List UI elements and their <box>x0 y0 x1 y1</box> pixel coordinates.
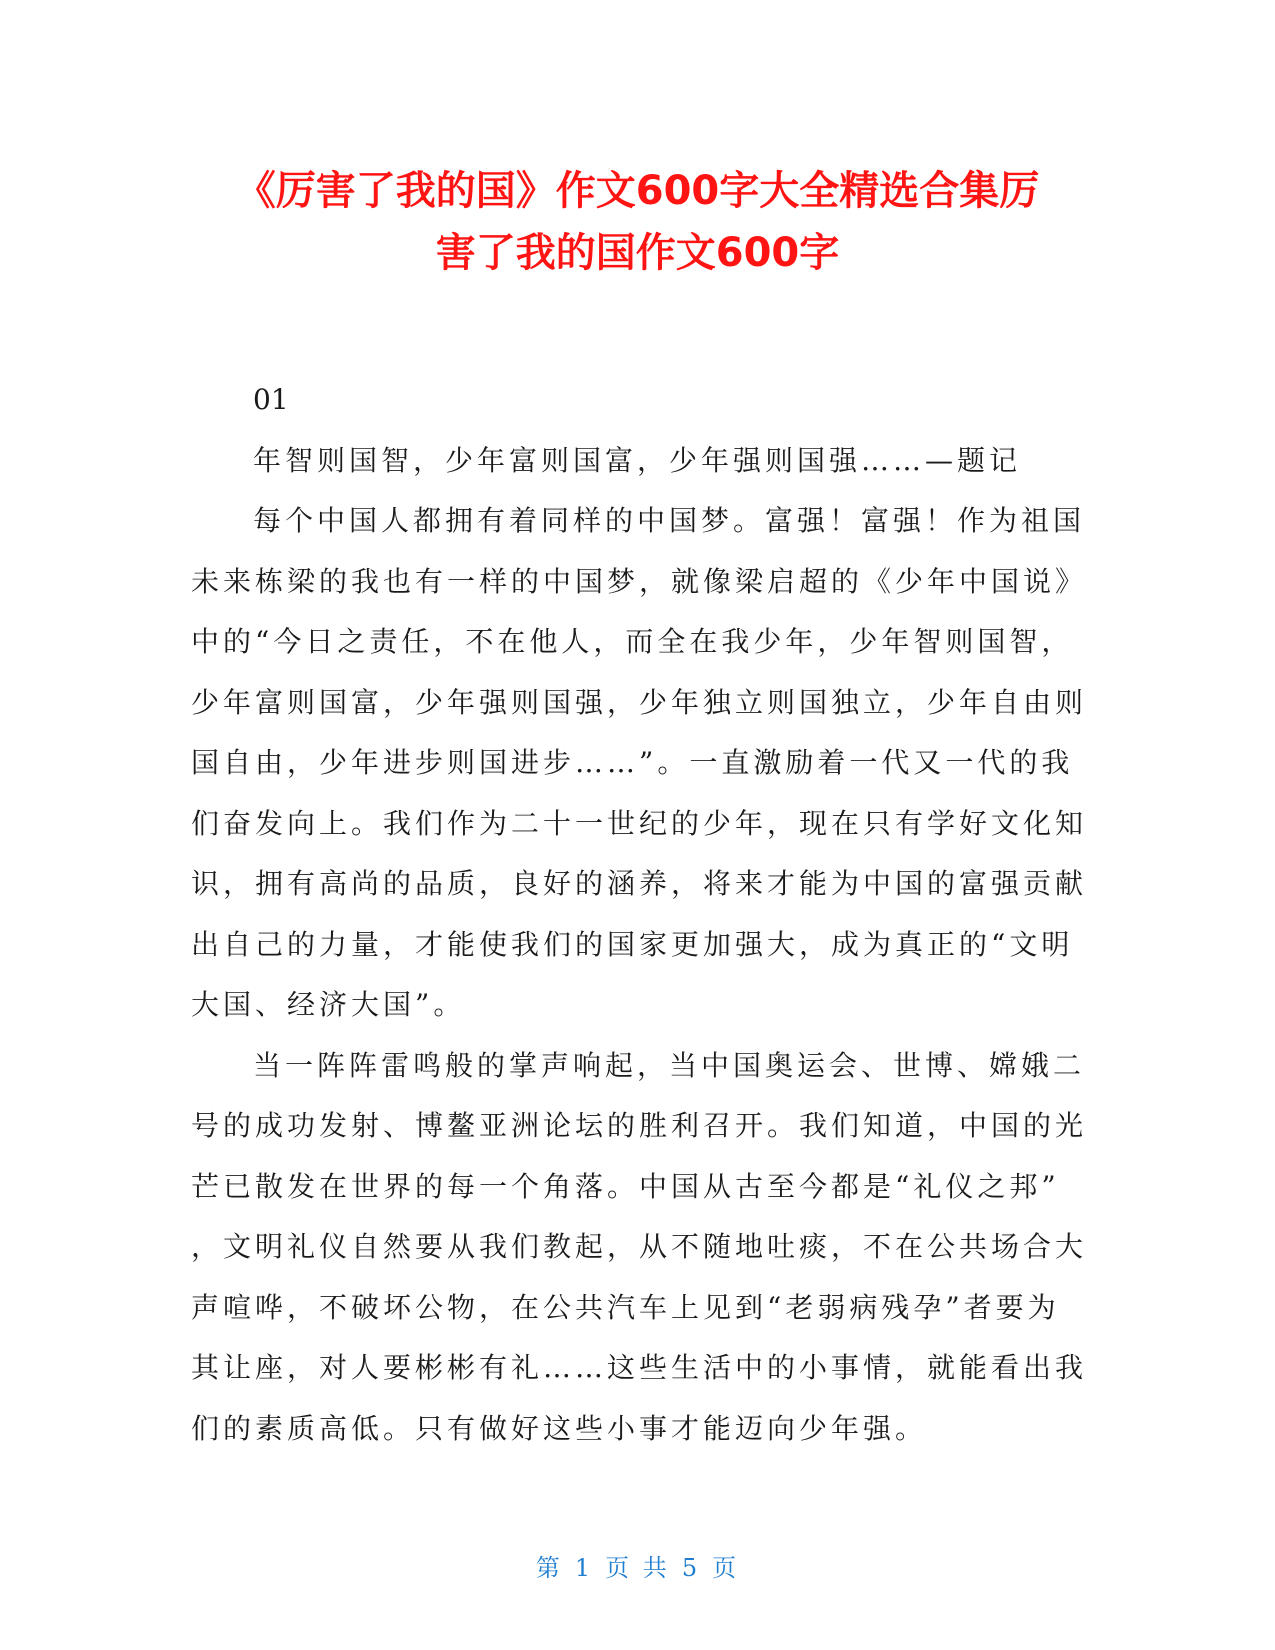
paragraph-line: 中的“今日之责任，不在他人，而全在我少年，少年智则国智， <box>191 625 1074 658</box>
document-body <box>191 370 1088 1459</box>
paragraph-line: 们奋发向上。我们作为二十一世纪的少年，现在只有学好文化知 <box>191 806 1088 840</box>
footer-end-label: 页 <box>712 1554 740 1582</box>
paragraph-line: 出自己的力量，才能使我们的国家更加强大，成为真正的“文明 <box>191 927 1074 961</box>
paragraph-line: 每个中国人都拥有着同样的中国梦。富强！富强！作为祖国 <box>253 504 1086 537</box>
title-line-2: 害了我的国作文600字 <box>435 230 840 276</box>
footer-total-pages: 5 <box>681 1554 701 1582</box>
paragraph-line: 们的素质高低。只有做好这些小事才能迈向少年强。 <box>191 1411 928 1445</box>
paragraph-epigraph <box>191 431 1067 492</box>
paragraph-line: 年智则国智，少年富则国富，少年强则国强……—题记 <box>253 443 1022 477</box>
paragraph-chinese-dream <box>191 491 1088 1036</box>
paragraph-line: 未来栋梁的我也有一样的中国梦，就像梁启超的《少年中国说》 <box>191 564 1088 598</box>
title-line-1: 《厉害了我的国》作文600字大全精选合集厉 <box>235 168 1040 214</box>
page-footer <box>0 1548 1275 1583</box>
footer-current-page: 1 <box>574 1554 594 1582</box>
section-number: 01 <box>253 383 289 416</box>
paragraph-etiquette <box>191 1036 1088 1460</box>
paragraph-line: 国自由，少年进步则国进步……”。一直激励着一代又一代的我 <box>191 746 1074 779</box>
paragraph-line: 当一阵阵雷鸣般的掌声响起，当中国奥运会、世博、嫦娥二 <box>253 1048 1086 1082</box>
paragraph-line: 其让座，对人要彬彬有礼……这些生活中的小事情，就能看出我 <box>191 1351 1088 1384</box>
footer-page-label: 第 <box>535 1554 563 1582</box>
paragraph-line: 少年富则国富，少年强则国强，少年独立则国独立，少年自由则 <box>191 685 1088 719</box>
footer-of-label: 页 共 <box>605 1554 670 1582</box>
document-title <box>190 160 1085 284</box>
paragraph-line: ，文明礼仪自然要从我们教起，从不随地吐痰，不在公共场合大 <box>191 1230 1088 1263</box>
paragraph-line: 号的成功发射、博鳌亚洲论坛的胜利召开。我们知道，中国的光 <box>191 1109 1088 1142</box>
paragraph-line: 声喧哗，不破坏公物，在公共汽车上见到“老弱病残孕”者要为 <box>191 1290 1060 1324</box>
paragraph-line: 大国、经济大国”。 <box>191 988 466 1021</box>
paragraph-line: 芒已散发在世界的每一个角落。中国从古至今都是“礼仪之邦” <box>191 1169 1060 1203</box>
paragraph-line: 识，拥有高尚的品质，良好的涵养，将来才能为中国的富强贡献 <box>191 867 1088 900</box>
